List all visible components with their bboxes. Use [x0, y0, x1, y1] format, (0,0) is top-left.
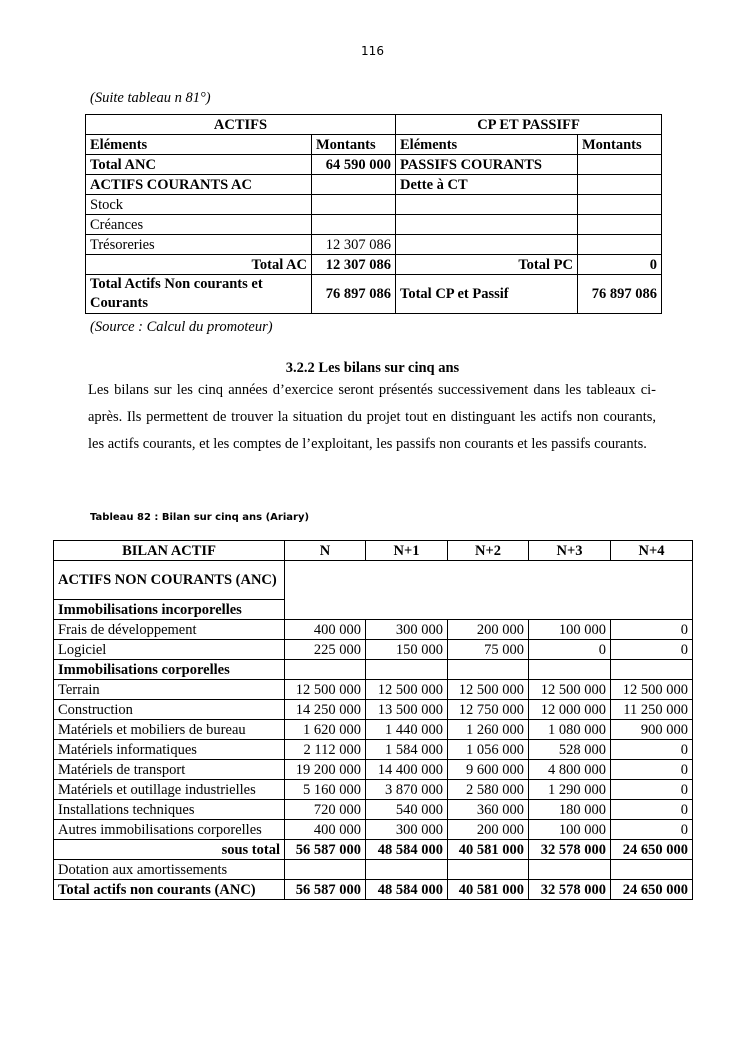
empty-cell	[529, 660, 611, 680]
cell: 40 581 000	[448, 880, 529, 900]
cell: 540 000	[366, 800, 448, 820]
header-cp-passif: CP ET PASSIFF	[396, 115, 662, 135]
col-header: N	[285, 541, 366, 561]
table-row	[86, 195, 662, 215]
empty-cell	[611, 660, 693, 680]
cell: 100 000	[529, 620, 611, 640]
cell: 9 600 000	[448, 760, 529, 780]
cell: 1 584 000	[366, 740, 448, 760]
table-row	[54, 640, 693, 660]
cell: 360 000	[448, 800, 529, 820]
table-row	[54, 720, 693, 740]
cell: 14 400 000	[366, 760, 448, 780]
continuation-caption: (Suite tableau n 81°)	[90, 90, 211, 106]
col-header: Montants	[312, 135, 396, 155]
table-row	[54, 760, 693, 780]
table-row	[54, 660, 693, 680]
cell: 528 000	[529, 740, 611, 760]
cell	[578, 195, 662, 215]
cell: 1 056 000	[448, 740, 529, 760]
cell: 14 250 000	[285, 700, 366, 720]
col-header: Eléments	[86, 135, 312, 155]
cell	[312, 175, 396, 195]
cell: 0	[611, 640, 693, 660]
cell: 40 581 000	[448, 840, 529, 860]
cell: 0	[611, 740, 693, 760]
cell: Stock	[86, 195, 312, 215]
table-81-continued	[85, 114, 662, 314]
cell: 0	[611, 800, 693, 820]
cell: Installations techniques	[54, 800, 285, 820]
cell: 300 000	[366, 820, 448, 840]
cell: Construction	[54, 700, 285, 720]
table-row	[54, 620, 693, 640]
cell: ACTIFS COURANTS AC	[86, 175, 312, 195]
cell: 48 584 000	[366, 880, 448, 900]
cell: 100 000	[529, 820, 611, 840]
cell	[578, 155, 662, 175]
col-header: N+1	[366, 541, 448, 561]
cell: 0	[529, 640, 611, 660]
cell: 3 870 000	[366, 780, 448, 800]
cell: Dette à CT	[396, 175, 578, 195]
cell: 56 587 000	[285, 880, 366, 900]
cell: Total CP et Passif	[396, 275, 578, 314]
cell	[578, 175, 662, 195]
corp-title: Immobilisations corporelles	[54, 660, 285, 680]
cell: 75 000	[448, 640, 529, 660]
cell	[396, 235, 578, 255]
cell: 1 620 000	[285, 720, 366, 740]
cell: 0	[611, 760, 693, 780]
cell: 200 000	[448, 620, 529, 640]
table-row	[54, 680, 693, 700]
total-row	[54, 880, 693, 900]
col-header: BILAN ACTIF	[54, 541, 285, 561]
section-paragraph: Les bilans sur les cinq années d’exercice seront présentés successivement dans les tableaux ci-après. Ils permettent de trouver la situation du projet tout en distinguant les actifs non courants, les actifs courants, et les comptes de l’exploitant, les passifs non courants et les passifs courants.	[88, 382, 656, 452]
cell: Matériels informatiques	[54, 740, 285, 760]
cell: 4 800 000	[529, 760, 611, 780]
table-header-row	[54, 541, 693, 561]
cell: 1 440 000	[366, 720, 448, 740]
cell: 2 580 000	[448, 780, 529, 800]
cell: 0	[578, 255, 662, 275]
cell: 76 897 086	[578, 275, 662, 314]
table-row	[86, 155, 662, 175]
table-row	[54, 561, 693, 600]
cell: 225 000	[285, 640, 366, 660]
cell: 900 000	[611, 720, 693, 740]
subtotal-row	[54, 840, 693, 860]
table-82-caption: Tableau 82 : Bilan sur cinq ans (Ariary)	[90, 512, 310, 523]
empty-cell	[285, 860, 366, 880]
empty-cell	[366, 660, 448, 680]
cell: 24 650 000	[611, 840, 693, 860]
anc-title: ACTIFS NON COURANTS (ANC)	[54, 561, 285, 600]
page-number: 116	[361, 44, 384, 58]
cell: 5 160 000	[285, 780, 366, 800]
col-header: Eléments	[396, 135, 578, 155]
cell: 64 590 000	[312, 155, 396, 175]
cell	[312, 195, 396, 215]
cell: Total ANC	[86, 155, 312, 175]
empty-cell	[285, 660, 366, 680]
cell: 0	[611, 820, 693, 840]
cell	[312, 215, 396, 235]
cell: 12 500 000	[448, 680, 529, 700]
cell: Dotation aux amortissements	[54, 860, 285, 880]
empty-cell	[285, 561, 693, 620]
table-82-bilan	[53, 540, 693, 900]
cell: 56 587 000	[285, 840, 366, 860]
cell: 400 000	[285, 620, 366, 640]
col-header: N+4	[611, 541, 693, 561]
cell: 300 000	[366, 620, 448, 640]
cell: 12 500 000	[529, 680, 611, 700]
empty-cell	[611, 860, 693, 880]
cell: 1 260 000	[448, 720, 529, 740]
cell: Total AC	[86, 255, 312, 275]
cell: 1 080 000	[529, 720, 611, 740]
cell: Total Actifs Non courants et Courants	[86, 275, 312, 314]
empty-cell	[448, 660, 529, 680]
table-row	[86, 275, 662, 314]
cell: 0	[611, 780, 693, 800]
cell	[578, 235, 662, 255]
cell: Total actifs non courants (ANC)	[54, 880, 285, 900]
cell: 12 307 086	[312, 255, 396, 275]
cell: 200 000	[448, 820, 529, 840]
section-title: 3.2.2 Les bilans sur cinq ans	[285, 360, 460, 376]
empty-cell	[529, 860, 611, 880]
cell: 24 650 000	[611, 880, 693, 900]
cell: 48 584 000	[366, 840, 448, 860]
header-actifs: ACTIFS	[86, 115, 396, 135]
cell: 32 578 000	[529, 880, 611, 900]
cell	[396, 215, 578, 235]
cell: Frais de développement	[54, 620, 285, 640]
cell: 11 250 000	[611, 700, 693, 720]
table-row	[54, 820, 693, 840]
cell: 180 000	[529, 800, 611, 820]
table-row	[86, 255, 662, 275]
empty-cell	[448, 860, 529, 880]
incorp-title: Immobilisations incorporelles	[54, 600, 285, 620]
cell: 400 000	[285, 820, 366, 840]
col-header: N+3	[529, 541, 611, 561]
source-caption: (Source : Calcul du promoteur)	[90, 319, 273, 335]
table-row	[54, 740, 693, 760]
cell	[578, 215, 662, 235]
cell: 12 500 000	[366, 680, 448, 700]
cell: Total PC	[396, 255, 578, 275]
cell: 1 290 000	[529, 780, 611, 800]
cell: 12 500 000	[611, 680, 693, 700]
cell: 12 500 000	[285, 680, 366, 700]
cell: 150 000	[366, 640, 448, 660]
cell: Créances	[86, 215, 312, 235]
table-row	[54, 780, 693, 800]
cell: PASSIFS COURANTS	[396, 155, 578, 175]
col-header: Montants	[578, 135, 662, 155]
cell: 12 000 000	[529, 700, 611, 720]
cell: 32 578 000	[529, 840, 611, 860]
table-row	[54, 700, 693, 720]
table-row	[86, 235, 662, 255]
cell: 12 750 000	[448, 700, 529, 720]
table-row	[86, 215, 662, 235]
cell: Trésoreries	[86, 235, 312, 255]
cell: 2 112 000	[285, 740, 366, 760]
cell: Matériels de transport	[54, 760, 285, 780]
cell	[396, 195, 578, 215]
table-row	[54, 860, 693, 880]
empty-cell	[366, 860, 448, 880]
cell: 19 200 000	[285, 760, 366, 780]
cell: 720 000	[285, 800, 366, 820]
cell: 76 897 086	[312, 275, 396, 314]
cell: Terrain	[54, 680, 285, 700]
cell: sous total	[54, 840, 285, 860]
table-row	[86, 175, 662, 195]
cell: 12 307 086	[312, 235, 396, 255]
table-row	[54, 800, 693, 820]
cell: Matériels et outillage industrielles	[54, 780, 285, 800]
col-header: N+2	[448, 541, 529, 561]
cell: Matériels et mobiliers de bureau	[54, 720, 285, 740]
cell: Autres immobilisations corporelles	[54, 820, 285, 840]
cell: 13 500 000	[366, 700, 448, 720]
cell: 0	[611, 620, 693, 640]
cell: Logiciel	[54, 640, 285, 660]
